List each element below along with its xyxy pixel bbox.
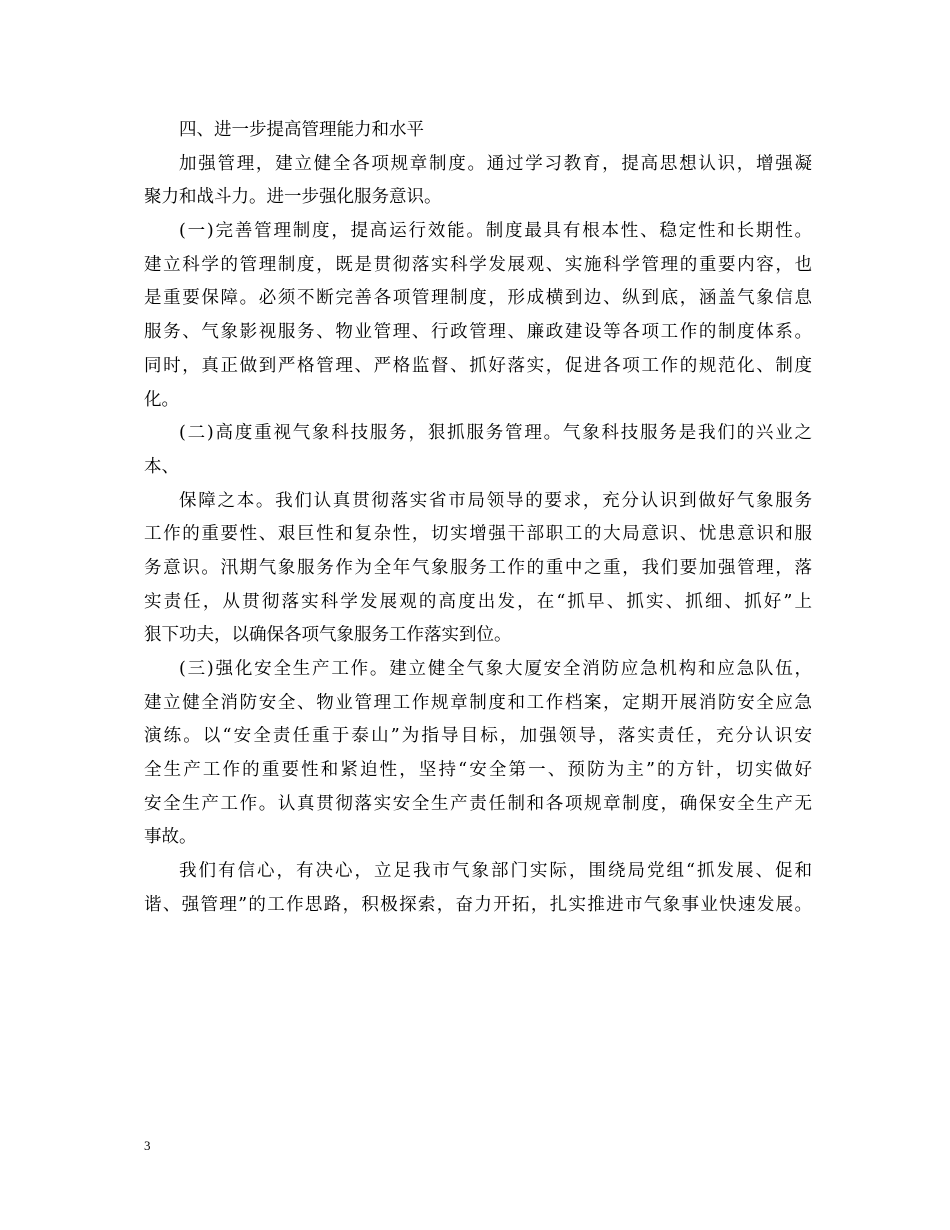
text-line: 服务、气象影视服务、物业管理、行政管理、廉政建设等各项工作的制度体系。: [144, 322, 812, 343]
document-body: [144, 114, 812, 923]
text-line: 工作的重要性、艰巨性和复杂性，切实增强干部职工的大局意识、忧患意识和服: [144, 524, 812, 545]
text-line: (一)完善管理制度，提高运行效能。制度最具有根本性、稳定性和长期性。: [179, 221, 812, 242]
text-line: 安全生产工作。认真贯彻落实安全生产责任制和各项规章制度，确保安全生产无: [144, 793, 812, 814]
text-line: 四、进一步提高管理能力和水平: [179, 120, 424, 140]
text-line: (二)高度重视气象科技服务，狠抓服务管理。气象科技服务是我们的兴业之: [179, 423, 812, 444]
text-line: 全生产工作的重要性和紧迫性，坚持“安全第一、预防为主”的方针，切实做好: [144, 760, 812, 781]
text-line: 同时，真正做到严格管理、严格监督、抓好落实，促进各项工作的规范化、制度: [144, 355, 812, 376]
text-line: 是重要保障。必须不断完善各项管理制度，形成横到边、纵到底，涵盖气象信息: [144, 288, 812, 309]
text-line: 事故。: [144, 827, 197, 848]
text-line: 实责任，从贯彻落实科学发展观的高度出发，在“抓早、抓实、抓细、抓好”上: [144, 591, 812, 612]
page-number: 3: [144, 1138, 151, 1153]
text-line: 建立健全消防安全、物业管理工作规章制度和工作档案，定期开展消防安全应急: [144, 692, 812, 713]
text-line: 建立科学的管理制度，既是贯彻落实科学发展观、实施科学管理的重要内容，也: [144, 254, 812, 275]
text-line: 加强管理，建立健全各项规章制度。通过学习教育，提高思想认识，增强凝: [179, 153, 812, 174]
text-line: 务意识。汛期气象服务作为全年气象服务工作的重中之重，我们要加强管理，落: [144, 557, 812, 578]
text-line: 演练。以“安全责任重于泰山”为指导目标，加强领导，落实责任，充分认识安: [144, 726, 812, 747]
text-line: 谐、强管理”的工作思路，积极探索，奋力开拓，扎实推进市气象事业快速发展。: [144, 894, 812, 915]
text-line: 我们有信心，有决心，立足我市气象部门实际，围绕局党组“抓发展、促和: [179, 861, 812, 882]
text-line: 聚力和战斗力。进一步强化服务意识。: [144, 187, 442, 208]
text-line: (三)强化安全生产工作。建立健全气象大厦安全消防应急机构和应急队伍，: [179, 659, 812, 679]
text-line: 本、: [144, 456, 179, 477]
text-line: 狠下功夫，以确保各项气象服务工作落实到位。: [144, 625, 512, 646]
text-line: 化。: [144, 389, 179, 410]
text-line: 保障之本。我们认真贯彻落实省市局领导的要求，充分认识到做好气象服务: [179, 490, 812, 511]
